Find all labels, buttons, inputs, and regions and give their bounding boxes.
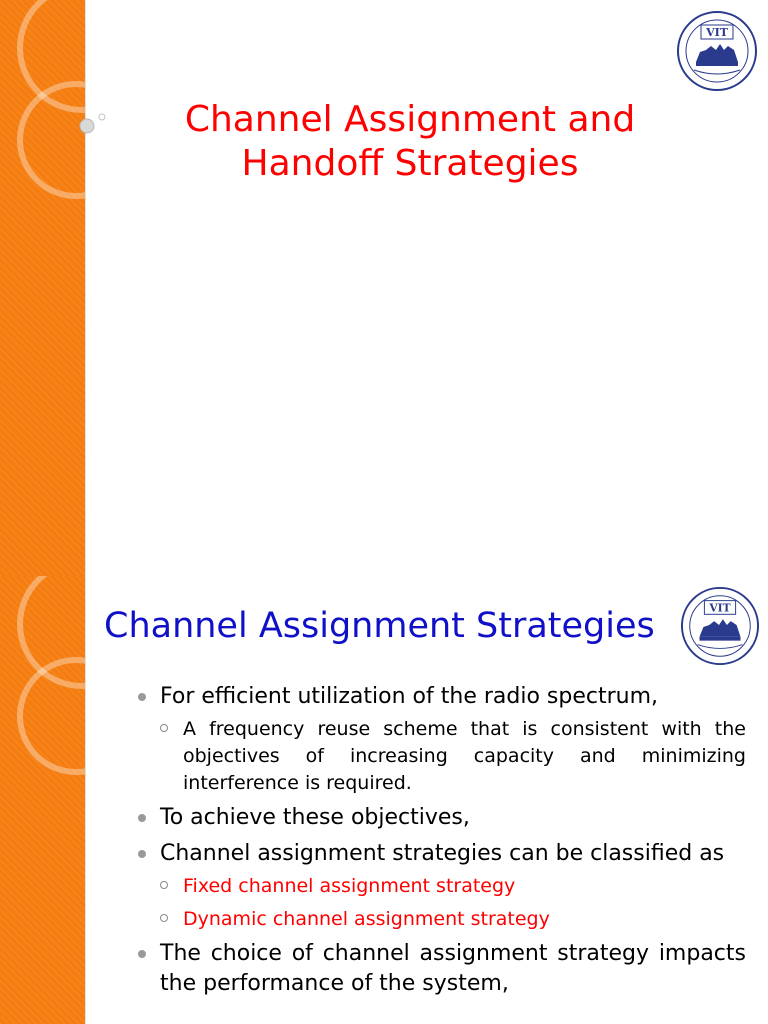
content-slide bbox=[0, 576, 768, 1024]
sub-bullet-ring-icon bbox=[160, 724, 168, 732]
sidebar-edge bbox=[85, 576, 86, 1024]
sub-bullet-ring-icon bbox=[160, 881, 168, 889]
bullet-item bbox=[134, 839, 746, 933]
sub-bullet-text: Dynamic channel assignment strategy bbox=[183, 908, 550, 930]
logo-text: VIT bbox=[706, 26, 728, 39]
bullet-dot-icon bbox=[138, 814, 146, 822]
bullet-list bbox=[134, 682, 746, 1005]
vit-logo bbox=[676, 10, 758, 96]
sub-bullet-item bbox=[160, 716, 746, 797]
decorative-rings bbox=[0, 0, 85, 576]
slide-title: Channel Assignment Strategies bbox=[104, 606, 655, 646]
title-line-2: Handoff Strategies bbox=[241, 143, 579, 184]
bullet-dot-icon bbox=[138, 693, 146, 701]
sub-bullet-text: A frequency reuse scheme that is consistent with the objectives of increasing capacity and minimizing interference is required. bbox=[183, 718, 746, 794]
bullet-dot-icon bbox=[138, 850, 146, 858]
bullet-item bbox=[134, 939, 746, 999]
vit-logo bbox=[680, 586, 760, 670]
title-line-1: Channel Assignment and bbox=[184, 99, 636, 140]
sidebar-edge bbox=[85, 0, 86, 576]
slide-title bbox=[100, 98, 720, 186]
bullet-item bbox=[134, 803, 746, 833]
sub-bullet-ring-icon bbox=[160, 914, 168, 922]
bullet-text: For efficient utilization of the radio spectrum, bbox=[160, 684, 658, 709]
sub-bullet-item bbox=[160, 873, 746, 900]
bullet-text: Channel assignment strategies can be classified as bbox=[160, 841, 725, 866]
bullet-text: To achieve these objectives, bbox=[160, 805, 470, 830]
sub-bullet-list bbox=[160, 716, 746, 797]
decorative-rings bbox=[0, 576, 85, 1024]
sub-bullet-item bbox=[160, 906, 746, 933]
bullet-text: The choice of channel assignment strategy impacts the performance of the system, bbox=[160, 941, 746, 996]
accent-sidebar bbox=[0, 0, 85, 576]
bullet-dot-icon bbox=[138, 950, 146, 958]
sub-bullet-text: Fixed channel assignment strategy bbox=[183, 875, 516, 897]
logo-text: VIT bbox=[709, 601, 731, 615]
accent-sidebar bbox=[0, 576, 85, 1024]
bullet-item bbox=[134, 682, 746, 797]
sub-bullet-list bbox=[160, 873, 746, 933]
